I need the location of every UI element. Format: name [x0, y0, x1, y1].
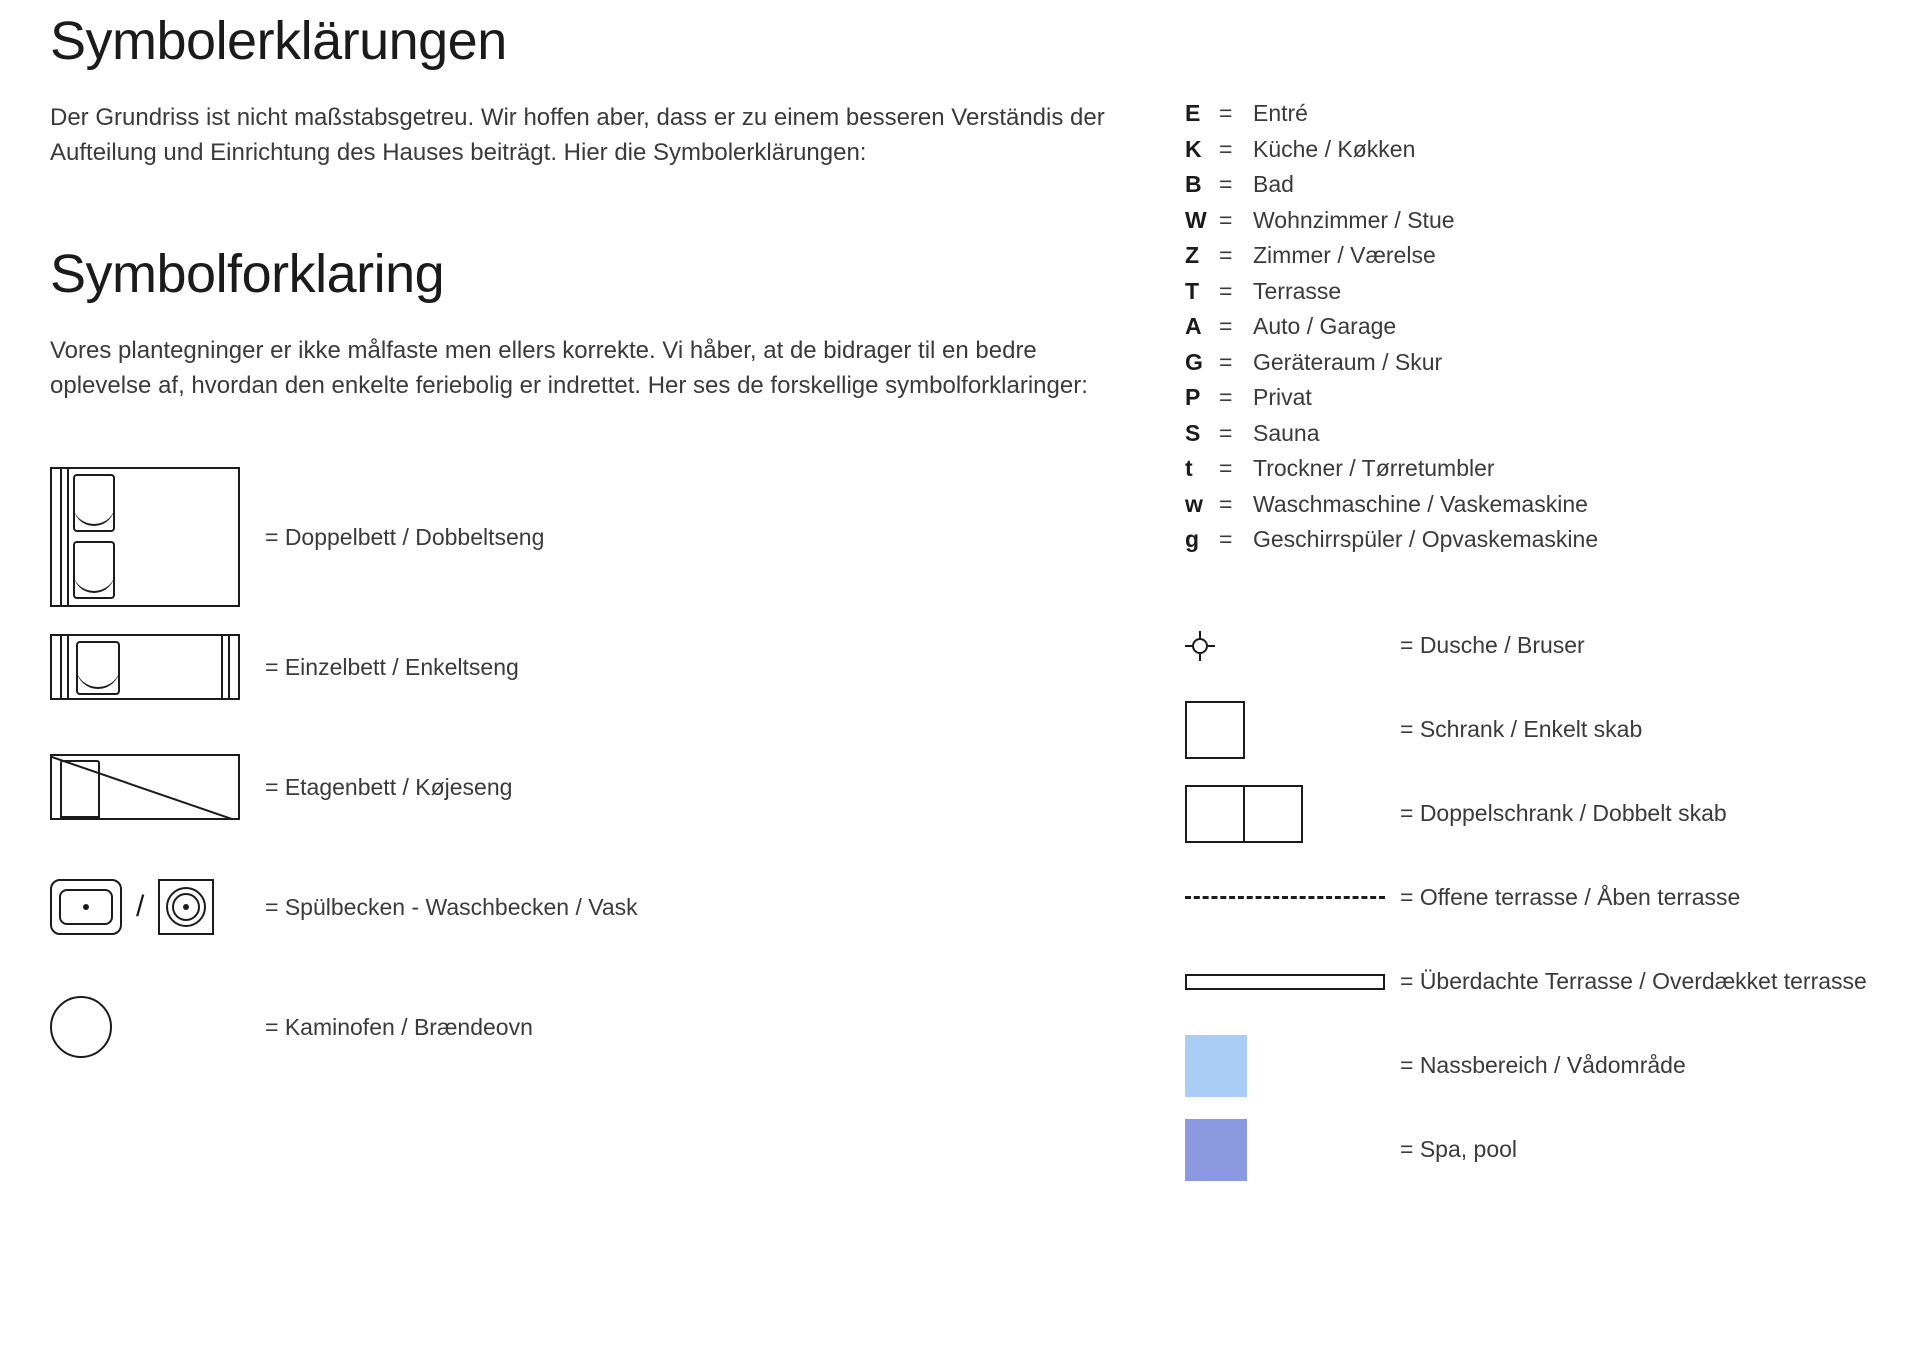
abbreviation-value: Geräteraum / Skur — [1253, 348, 1443, 375]
abbreviation-key: g — [1185, 526, 1200, 552]
washbasin-icon — [158, 879, 214, 935]
abbreviation-value: Bad — [1253, 171, 1294, 197]
legend-label: = Doppelbett / Dobbeltseng — [265, 523, 545, 550]
abbreviation-key: G — [1185, 348, 1203, 375]
abbreviation-key: P — [1185, 384, 1201, 410]
abbreviation-key: W — [1185, 206, 1207, 233]
legend-label: = Nassbereich / Vådområde — [1400, 1052, 1686, 1078]
abbreviation-row — [1185, 349, 1885, 385]
left-column — [50, 0, 1120, 1087]
right-column — [1185, 100, 1885, 1192]
abbreviation-equals: = — [1219, 313, 1233, 339]
page-title-danish: Symbolforklaring — [50, 243, 445, 304]
legend-label: = Etagenbett / Køjeseng — [265, 773, 513, 800]
intro-paragraph-german: Der Grundriss ist nicht maßstabsgetreu. Wir hoffen aber, dass er zu einem besseren Verständis der Aufteilung und Einrichtung des Hauses beiträgt. Hier die Symbolerklärungen: — [50, 104, 1105, 167]
legend-row-wet-area — [1185, 1024, 1885, 1108]
sink-icon — [50, 879, 265, 935]
legend-label: = Offene terrasse / Åben terrasse — [1400, 884, 1741, 910]
bunk-bed-icon — [50, 754, 265, 820]
right-symbol-list — [1185, 604, 1885, 1192]
abbreviation-equals: = — [1219, 384, 1233, 410]
legend-row-single-cabinet — [1185, 688, 1885, 772]
wood-stove-icon — [50, 996, 265, 1058]
abbreviation-key: Z — [1185, 242, 1200, 268]
abbreviation-row — [1185, 171, 1885, 207]
abbreviation-equals: = — [1219, 135, 1233, 162]
legend-label: = Spülbecken - Waschbecken / Vask — [265, 893, 638, 920]
abbreviation-value: Wohnzimmer / Stue — [1253, 206, 1455, 233]
left-symbol-list — [50, 467, 1120, 1087]
abbreviation-row — [1185, 420, 1885, 456]
abbreviation-value: Zimmer / Værelse — [1253, 242, 1436, 268]
basin-icon — [50, 879, 122, 935]
abbreviation-row — [1185, 491, 1885, 527]
abbreviation-value: Entré — [1253, 100, 1308, 126]
abbreviation-value: Sauna — [1253, 419, 1320, 446]
abbreviation-value: Auto / Garage — [1253, 313, 1397, 339]
legend-label: = Überdachte Terrasse / Overdækket terrasse — [1400, 968, 1867, 994]
abbreviation-row — [1185, 278, 1885, 314]
legend-row-open-terrace — [1185, 856, 1885, 940]
abbreviation-key: T — [1185, 277, 1200, 304]
legend-label: = Doppelschrank / Dobbelt skab — [1400, 800, 1727, 826]
page-title-german: Symbolerklärungen — [50, 11, 507, 71]
abbreviation-value: Geschirrspüler / Opvaskemaskine — [1253, 526, 1599, 552]
abbreviation-value: Küche / Køkken — [1253, 135, 1416, 162]
abbreviation-key: S — [1185, 419, 1201, 446]
abbreviation-value: Trockner / Tørretumbler — [1253, 455, 1495, 481]
spa-pool-swatch-icon — [1185, 1119, 1400, 1181]
abbreviation-key: A — [1185, 313, 1202, 339]
abbreviation-equals: = — [1219, 171, 1233, 197]
legend-row-double-bed — [50, 467, 1120, 607]
abbreviation-key: E — [1185, 100, 1201, 126]
legend-row-double-cabinet — [1185, 772, 1885, 856]
legend-label: = Einzelbett / Enkeltseng — [265, 653, 519, 680]
abbreviation-key: K — [1185, 135, 1202, 162]
abbreviation-key: w — [1185, 490, 1203, 517]
legend-row-roofed-terrace — [1185, 940, 1885, 1024]
roofed-terrace-icon — [1185, 974, 1400, 990]
shower-icon — [1185, 631, 1400, 661]
abbreviation-value: Terrasse — [1253, 277, 1342, 304]
legend-label: = Dusche / Bruser — [1400, 632, 1585, 658]
legend-row-shower — [1185, 604, 1885, 688]
legend-label: = Schrank / Enkelt skab — [1400, 716, 1643, 742]
abbreviation-row — [1185, 242, 1885, 278]
single-cabinet-icon — [1185, 701, 1400, 759]
abbreviation-equals: = — [1219, 277, 1233, 304]
legend-label: = Kaminofen / Brændeovn — [265, 1013, 533, 1040]
intro-paragraph-danish: Vores plantegninger er ikke målfaste men ellers korrekte. Vi håber, at de bidrager til en bedre oplevelse af, hvordan den enkelte feriebolig er indrettet. Her ses de forskellige symbolforklaringer: — [50, 336, 1088, 399]
abbreviation-equals: = — [1219, 490, 1233, 517]
wet-area-swatch-icon — [1185, 1035, 1400, 1097]
abbreviation-equals: = — [1219, 348, 1233, 375]
abbreviation-row — [1185, 100, 1885, 136]
abbreviation-key: t — [1185, 455, 1193, 481]
double-bed-icon — [50, 467, 265, 607]
sink-separator: / — [136, 890, 145, 924]
abbreviation-list — [1185, 100, 1885, 562]
abbreviation-value: Waschmaschine / Vaskemaskine — [1253, 490, 1588, 517]
abbreviation-row — [1185, 313, 1885, 349]
abbreviation-value: Privat — [1253, 384, 1312, 410]
abbreviation-equals: = — [1219, 419, 1233, 446]
legend-label: = Spa, pool — [1400, 1136, 1518, 1162]
abbreviation-row — [1185, 526, 1885, 562]
abbreviation-row — [1185, 384, 1885, 420]
abbreviation-equals: = — [1219, 526, 1233, 552]
double-cabinet-icon — [1185, 785, 1400, 843]
abbreviation-equals: = — [1219, 242, 1233, 268]
abbreviation-key: B — [1185, 171, 1202, 197]
legend-row-bunk-bed — [50, 727, 1120, 847]
abbreviation-equals: = — [1219, 455, 1233, 481]
legend-row-spa-pool — [1185, 1108, 1885, 1192]
abbreviation-row — [1185, 207, 1885, 243]
legend-row-sink — [50, 847, 1120, 967]
legend-row-single-bed — [50, 607, 1120, 727]
abbreviation-equals: = — [1219, 100, 1233, 126]
abbreviation-equals: = — [1219, 206, 1233, 233]
abbreviation-row — [1185, 455, 1885, 491]
abbreviation-row — [1185, 136, 1885, 172]
single-bed-icon — [50, 634, 265, 700]
dashed-line-icon — [1185, 896, 1400, 899]
legend-row-wood-stove — [50, 967, 1120, 1087]
